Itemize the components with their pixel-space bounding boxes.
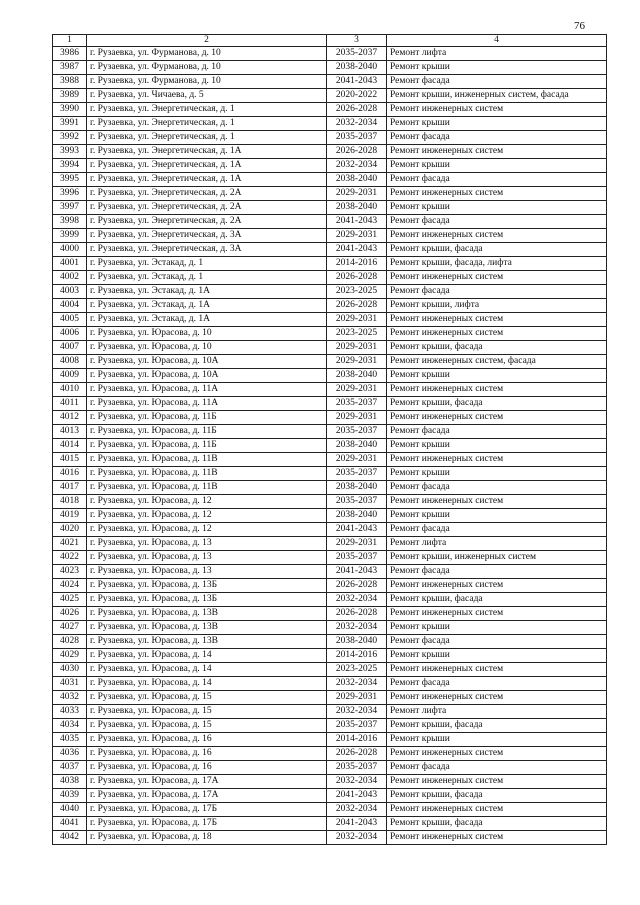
table-row [53, 453, 607, 467]
row-number-cell: 4031 [53, 677, 87, 691]
work-type-cell: Ремонт инженерных систем, фасада [387, 355, 607, 369]
row-number-cell: 4029 [53, 649, 87, 663]
table-row [53, 565, 607, 579]
period-cell: 2023-2025 [327, 663, 387, 677]
work-type-cell: Ремонт инженерных систем [387, 607, 607, 621]
row-number-cell: 4020 [53, 523, 87, 537]
work-type-cell: Ремонт крыши [387, 117, 607, 131]
row-number-cell: 4036 [53, 747, 87, 761]
row-number-cell: 4041 [53, 817, 87, 831]
address-cell: г. Рузаевка, ул. Чичаева, д. 5 [87, 89, 327, 103]
address-cell: г. Рузаевка, ул. Юрасова, д. 13Б [87, 593, 327, 607]
table-row [53, 649, 607, 663]
column-header-period: 3 [327, 35, 387, 47]
period-cell: 2026-2028 [327, 299, 387, 313]
row-number-cell: 3994 [53, 159, 87, 173]
row-number-cell: 3995 [53, 173, 87, 187]
work-type-cell: Ремонт инженерных систем [387, 229, 607, 243]
table-row [53, 131, 607, 145]
work-type-cell: Ремонт инженерных систем [387, 803, 607, 817]
work-type-cell: Ремонт инженерных систем [387, 663, 607, 677]
table-row [53, 705, 607, 719]
address-cell: г. Рузаевка, ул. Энергетическая, д. 3А [87, 243, 327, 257]
row-number-cell: 3993 [53, 145, 87, 159]
address-cell: г. Рузаевка, ул. Юрасова, д. 17А [87, 775, 327, 789]
row-number-cell: 4010 [53, 383, 87, 397]
column-header-number: 1 [53, 35, 87, 47]
period-cell: 2032-2034 [327, 705, 387, 719]
address-cell: г. Рузаевка, ул. Юрасова, д. 13В [87, 607, 327, 621]
row-number-cell: 4002 [53, 271, 87, 285]
row-number-cell: 4025 [53, 593, 87, 607]
column-header-work: 4 [387, 35, 607, 47]
period-cell: 2032-2034 [327, 831, 387, 845]
period-cell: 2032-2034 [327, 775, 387, 789]
period-cell: 2038-2040 [327, 481, 387, 495]
table-row [53, 215, 607, 229]
address-cell: г. Рузаевка, ул. Юрасова, д. 17Б [87, 817, 327, 831]
table-row [53, 551, 607, 565]
work-type-cell: Ремонт инженерных систем [387, 327, 607, 341]
period-cell: 2038-2040 [327, 635, 387, 649]
table-row [53, 355, 607, 369]
address-cell: г. Рузаевка, ул. Юрасова, д. 18 [87, 831, 327, 845]
period-cell: 2035-2037 [327, 719, 387, 733]
row-number-cell: 3992 [53, 131, 87, 145]
address-cell: г. Рузаевка, ул. Юрасова, д. 15 [87, 691, 327, 705]
table-row [53, 229, 607, 243]
work-type-cell: Ремонт крыши [387, 369, 607, 383]
address-cell: г. Рузаевка, ул. Энергетическая, д. 1А [87, 159, 327, 173]
period-cell: 2029-2031 [327, 187, 387, 201]
period-cell: 2026-2028 [327, 271, 387, 285]
period-cell: 2035-2037 [327, 495, 387, 509]
row-number-cell: 3987 [53, 61, 87, 75]
row-number-cell: 4032 [53, 691, 87, 705]
work-type-cell: Ремонт крыши [387, 649, 607, 663]
table-row [53, 61, 607, 75]
address-cell: г. Рузаевка, ул. Энергетическая, д. 2А [87, 215, 327, 229]
period-cell: 2014-2016 [327, 257, 387, 271]
address-cell: г. Рузаевка, ул. Юрасова, д. 11А [87, 397, 327, 411]
table-row [53, 691, 607, 705]
table-row [53, 397, 607, 411]
period-cell: 2029-2031 [327, 691, 387, 705]
table-row [53, 761, 607, 775]
work-type-cell: Ремонт крыши [387, 159, 607, 173]
period-cell: 2038-2040 [327, 173, 387, 187]
row-number-cell: 4037 [53, 761, 87, 775]
address-cell: г. Рузаевка, ул. Юрасова, д. 14 [87, 663, 327, 677]
period-cell: 2032-2034 [327, 117, 387, 131]
address-cell: г. Рузаевка, ул. Юрасова, д. 13 [87, 565, 327, 579]
period-cell: 2026-2028 [327, 103, 387, 117]
table-row [53, 257, 607, 271]
period-cell: 2035-2037 [327, 761, 387, 775]
period-cell: 2038-2040 [327, 439, 387, 453]
row-number-cell: 4030 [53, 663, 87, 677]
period-cell: 2038-2040 [327, 201, 387, 215]
work-type-cell: Ремонт инженерных систем [387, 579, 607, 593]
row-number-cell: 4005 [53, 313, 87, 327]
row-number-cell: 4006 [53, 327, 87, 341]
work-type-cell: Ремонт фасада [387, 215, 607, 229]
table-row [53, 747, 607, 761]
row-number-cell: 4001 [53, 257, 87, 271]
row-number-cell: 4033 [53, 705, 87, 719]
table-row [53, 299, 607, 313]
work-type-cell: Ремонт крыши [387, 733, 607, 747]
work-type-cell: Ремонт инженерных систем [387, 747, 607, 761]
address-cell: г. Рузаевка, ул. Юрасова, д. 10 [87, 341, 327, 355]
table-header-row [53, 35, 607, 47]
table-row [53, 75, 607, 89]
table-row [53, 523, 607, 537]
row-number-cell: 4040 [53, 803, 87, 817]
row-number-cell: 4003 [53, 285, 87, 299]
address-cell: г. Рузаевка, ул. Юрасова, д. 10 [87, 327, 327, 341]
address-cell: г. Рузаевка, ул. Энергетическая, д. 3А [87, 229, 327, 243]
table-row [53, 635, 607, 649]
row-number-cell: 3991 [53, 117, 87, 131]
address-cell: г. Рузаевка, ул. Эстакад, д. 1 [87, 271, 327, 285]
row-number-cell: 3989 [53, 89, 87, 103]
row-number-cell: 4009 [53, 369, 87, 383]
row-number-cell: 4007 [53, 341, 87, 355]
address-cell: г. Рузаевка, ул. Юрасова, д. 17Б [87, 803, 327, 817]
address-cell: г. Рузаевка, ул. Юрасова, д. 13 [87, 537, 327, 551]
address-cell: г. Рузаевка, ул. Эстакад, д. 1 [87, 257, 327, 271]
table-row [53, 341, 607, 355]
table-row [53, 271, 607, 285]
table-row [53, 775, 607, 789]
work-type-cell: Ремонт крыши, фасада, лифта [387, 257, 607, 271]
work-type-cell: Ремонт крыши, лифта [387, 299, 607, 313]
row-number-cell: 4039 [53, 789, 87, 803]
work-type-cell: Ремонт крыши, инженерных систем, фасада [387, 89, 607, 103]
address-cell: г. Рузаевка, ул. Юрасова, д. 11Б [87, 425, 327, 439]
work-type-cell: Ремонт крыши, фасада [387, 397, 607, 411]
table-row [53, 803, 607, 817]
work-type-cell: Ремонт крыши, инженерных систем [387, 551, 607, 565]
work-type-cell: Ремонт лифта [387, 47, 607, 61]
work-type-cell: Ремонт крыши, фасада [387, 789, 607, 803]
address-cell: г. Рузаевка, ул. Юрасова, д. 17А [87, 789, 327, 803]
work-type-cell: Ремонт инженерных систем [387, 271, 607, 285]
address-cell: г. Рузаевка, ул. Эстакад, д. 1А [87, 299, 327, 313]
work-type-cell: Ремонт крыши, фасада [387, 593, 607, 607]
row-number-cell: 4021 [53, 537, 87, 551]
work-type-cell: Ремонт крыши [387, 467, 607, 481]
table-row [53, 425, 607, 439]
address-cell: г. Рузаевка, ул. Энергетическая, д. 1 [87, 117, 327, 131]
period-cell: 2029-2031 [327, 341, 387, 355]
row-number-cell: 3986 [53, 47, 87, 61]
table-row [53, 383, 607, 397]
period-cell: 2035-2037 [327, 397, 387, 411]
table-row [53, 789, 607, 803]
table-row [53, 327, 607, 341]
table-row [53, 579, 607, 593]
period-cell: 2032-2034 [327, 677, 387, 691]
period-cell: 2032-2034 [327, 159, 387, 173]
period-cell: 2035-2037 [327, 47, 387, 61]
period-cell: 2029-2031 [327, 355, 387, 369]
table-row [53, 509, 607, 523]
work-type-cell: Ремонт фасада [387, 75, 607, 89]
period-cell: 2041-2043 [327, 523, 387, 537]
table-row [53, 285, 607, 299]
period-cell: 2026-2028 [327, 145, 387, 159]
table-row [53, 537, 607, 551]
address-cell: г. Рузаевка, ул. Юрасова, д. 11Б [87, 411, 327, 425]
table-row [53, 47, 607, 61]
period-cell: 2035-2037 [327, 467, 387, 481]
row-number-cell: 4034 [53, 719, 87, 733]
period-cell: 2035-2037 [327, 131, 387, 145]
work-type-cell: Ремонт фасада [387, 481, 607, 495]
row-number-cell: 4028 [53, 635, 87, 649]
work-type-cell: Ремонт фасада [387, 131, 607, 145]
period-cell: 2038-2040 [327, 61, 387, 75]
column-header-address: 2 [87, 35, 327, 47]
row-number-cell: 4017 [53, 481, 87, 495]
work-type-cell: Ремонт инженерных систем [387, 831, 607, 845]
row-number-cell: 4014 [53, 439, 87, 453]
work-type-cell: Ремонт фасада [387, 523, 607, 537]
work-type-cell: Ремонт инженерных систем [387, 411, 607, 425]
address-cell: г. Рузаевка, ул. Юрасова, д. 14 [87, 677, 327, 691]
address-cell: г. Рузаевка, ул. Эстакад, д. 1А [87, 313, 327, 327]
row-number-cell: 4019 [53, 509, 87, 523]
work-type-cell: Ремонт крыши [387, 621, 607, 635]
table-row [53, 607, 607, 621]
row-number-cell: 3990 [53, 103, 87, 117]
period-cell: 2026-2028 [327, 607, 387, 621]
address-cell: г. Рузаевка, ул. Юрасова, д. 11В [87, 467, 327, 481]
table-row [53, 677, 607, 691]
row-number-cell: 4011 [53, 397, 87, 411]
period-cell: 2032-2034 [327, 593, 387, 607]
period-cell: 2023-2025 [327, 285, 387, 299]
address-cell: г. Рузаевка, ул. Юрасова, д. 14 [87, 649, 327, 663]
row-number-cell: 4018 [53, 495, 87, 509]
period-cell: 2038-2040 [327, 509, 387, 523]
row-number-cell: 4015 [53, 453, 87, 467]
table-row [53, 103, 607, 117]
table-row [53, 89, 607, 103]
period-cell: 2029-2031 [327, 313, 387, 327]
address-cell: г. Рузаевка, ул. Энергетическая, д. 2А [87, 187, 327, 201]
period-cell: 2029-2031 [327, 537, 387, 551]
row-number-cell: 4022 [53, 551, 87, 565]
period-cell: 2041-2043 [327, 243, 387, 257]
period-cell: 2032-2034 [327, 803, 387, 817]
work-type-cell: Ремонт фасада [387, 285, 607, 299]
table-row [53, 243, 607, 257]
work-type-cell: Ремонт фасада [387, 425, 607, 439]
table-row [53, 187, 607, 201]
work-type-cell: Ремонт инженерных систем [387, 453, 607, 467]
work-type-cell: Ремонт крыши, фасада [387, 719, 607, 733]
period-cell: 2020-2022 [327, 89, 387, 103]
address-cell: г. Рузаевка, ул. Юрасова, д. 10А [87, 369, 327, 383]
work-type-cell: Ремонт лифта [387, 537, 607, 551]
row-number-cell: 4016 [53, 467, 87, 481]
period-cell: 2026-2028 [327, 579, 387, 593]
work-type-cell: Ремонт инженерных систем [387, 495, 607, 509]
work-type-cell: Ремонт фасада [387, 761, 607, 775]
table-row [53, 831, 607, 845]
period-cell: 2029-2031 [327, 383, 387, 397]
address-cell: г. Рузаевка, ул. Юрасова, д. 15 [87, 719, 327, 733]
table-row [53, 663, 607, 677]
row-number-cell: 4000 [53, 243, 87, 257]
address-cell: г. Рузаевка, ул. Энергетическая, д. 1А [87, 173, 327, 187]
work-type-cell: Ремонт крыши, фасада [387, 817, 607, 831]
row-number-cell: 3997 [53, 201, 87, 215]
address-cell: г. Рузаевка, ул. Юрасова, д. 13 [87, 551, 327, 565]
address-cell: г. Рузаевка, ул. Юрасова, д. 15 [87, 705, 327, 719]
work-type-cell: Ремонт инженерных систем [387, 103, 607, 117]
table-row [53, 593, 607, 607]
row-number-cell: 4026 [53, 607, 87, 621]
row-number-cell: 3996 [53, 187, 87, 201]
period-cell: 2026-2028 [327, 747, 387, 761]
table-row [53, 117, 607, 131]
address-cell: г. Рузаевка, ул. Юрасова, д. 11Б [87, 439, 327, 453]
row-number-cell: 4023 [53, 565, 87, 579]
table-row [53, 481, 607, 495]
row-number-cell: 3999 [53, 229, 87, 243]
table-row [53, 439, 607, 453]
table-row [53, 621, 607, 635]
address-cell: г. Рузаевка, ул. Энергетическая, д. 2А [87, 201, 327, 215]
work-type-cell: Ремонт фасада [387, 677, 607, 691]
row-number-cell: 4038 [53, 775, 87, 789]
period-cell: 2023-2025 [327, 327, 387, 341]
address-cell: г. Рузаевка, ул. Энергетическая, д. 1 [87, 103, 327, 117]
period-cell: 2041-2043 [327, 817, 387, 831]
period-cell: 2041-2043 [327, 75, 387, 89]
work-type-cell: Ремонт крыши [387, 509, 607, 523]
work-type-cell: Ремонт крыши [387, 439, 607, 453]
period-cell: 2041-2043 [327, 789, 387, 803]
table-row [53, 173, 607, 187]
work-type-cell: Ремонт крыши [387, 201, 607, 215]
row-number-cell: 4004 [53, 299, 87, 313]
row-number-cell: 3988 [53, 75, 87, 89]
period-cell: 2029-2031 [327, 229, 387, 243]
address-cell: г. Рузаевка, ул. Юрасова, д. 13В [87, 635, 327, 649]
table-row [53, 719, 607, 733]
address-cell: г. Рузаевка, ул. Юрасова, д. 11В [87, 481, 327, 495]
work-type-cell: Ремонт крыши, фасада [387, 341, 607, 355]
address-cell: г. Рузаевка, ул. Фурманова, д. 10 [87, 47, 327, 61]
work-type-cell: Ремонт фасада [387, 635, 607, 649]
address-cell: г. Рузаевка, ул. Юрасова, д. 16 [87, 747, 327, 761]
address-cell: г. Рузаевка, ул. Фурманова, д. 10 [87, 61, 327, 75]
table-row [53, 467, 607, 481]
work-type-cell: Ремонт фасада [387, 565, 607, 579]
work-type-cell: Ремонт инженерных систем [387, 145, 607, 159]
work-type-cell: Ремонт инженерных систем [387, 775, 607, 789]
row-number-cell: 4027 [53, 621, 87, 635]
period-cell: 2014-2016 [327, 649, 387, 663]
period-cell: 2029-2031 [327, 453, 387, 467]
work-type-cell: Ремонт инженерных систем [387, 313, 607, 327]
period-cell: 2014-2016 [327, 733, 387, 747]
work-type-cell: Ремонт крыши [387, 61, 607, 75]
row-number-cell: 4012 [53, 411, 87, 425]
period-cell: 2032-2034 [327, 621, 387, 635]
address-cell: г. Рузаевка, ул. Юрасова, д. 11В [87, 453, 327, 467]
address-cell: г. Рузаевка, ул. Юрасова, д. 12 [87, 523, 327, 537]
period-cell: 2035-2037 [327, 425, 387, 439]
table-row [53, 733, 607, 747]
row-number-cell: 4024 [53, 579, 87, 593]
work-type-cell: Ремонт инженерных систем [387, 187, 607, 201]
table-row [53, 313, 607, 327]
work-type-cell: Ремонт фасада [387, 173, 607, 187]
repair-schedule-table [52, 34, 607, 845]
work-type-cell: Ремонт лифта [387, 705, 607, 719]
table-row [53, 159, 607, 173]
address-cell: г. Рузаевка, ул. Юрасова, д. 16 [87, 761, 327, 775]
table-row [53, 817, 607, 831]
address-cell: г. Рузаевка, ул. Энергетическая, д. 1А [87, 145, 327, 159]
address-cell: г. Рузаевка, ул. Энергетическая, д. 1 [87, 131, 327, 145]
address-cell: г. Рузаевка, ул. Эстакад, д. 1А [87, 285, 327, 299]
period-cell: 2041-2043 [327, 565, 387, 579]
table-row [53, 201, 607, 215]
address-cell: г. Рузаевка, ул. Юрасова, д. 16 [87, 733, 327, 747]
address-cell: г. Рузаевка, ул. Юрасова, д. 12 [87, 509, 327, 523]
work-type-cell: Ремонт крыши, фасада [387, 243, 607, 257]
row-number-cell: 3998 [53, 215, 87, 229]
work-type-cell: Ремонт инженерных систем [387, 691, 607, 705]
table-row [53, 495, 607, 509]
period-cell: 2029-2031 [327, 411, 387, 425]
address-cell: г. Рузаевка, ул. Юрасова, д. 13В [87, 621, 327, 635]
address-cell: г. Рузаевка, ул. Юрасова, д. 12 [87, 495, 327, 509]
work-type-cell: Ремонт инженерных систем [387, 383, 607, 397]
table-row [53, 411, 607, 425]
address-cell: г. Рузаевка, ул. Юрасова, д. 13Б [87, 579, 327, 593]
table-row [53, 145, 607, 159]
table-row [53, 369, 607, 383]
row-number-cell: 4013 [53, 425, 87, 439]
period-cell: 2041-2043 [327, 215, 387, 229]
period-cell: 2038-2040 [327, 369, 387, 383]
row-number-cell: 4035 [53, 733, 87, 747]
row-number-cell: 4042 [53, 831, 87, 845]
period-cell: 2035-2037 [327, 551, 387, 565]
table-body [53, 47, 607, 845]
address-cell: г. Рузаевка, ул. Юрасова, д. 10А [87, 355, 327, 369]
address-cell: г. Рузаевка, ул. Юрасова, д. 11А [87, 383, 327, 397]
page-number: 76 [574, 20, 585, 32]
row-number-cell: 4008 [53, 355, 87, 369]
address-cell: г. Рузаевка, ул. Фурманова, д. 10 [87, 75, 327, 89]
